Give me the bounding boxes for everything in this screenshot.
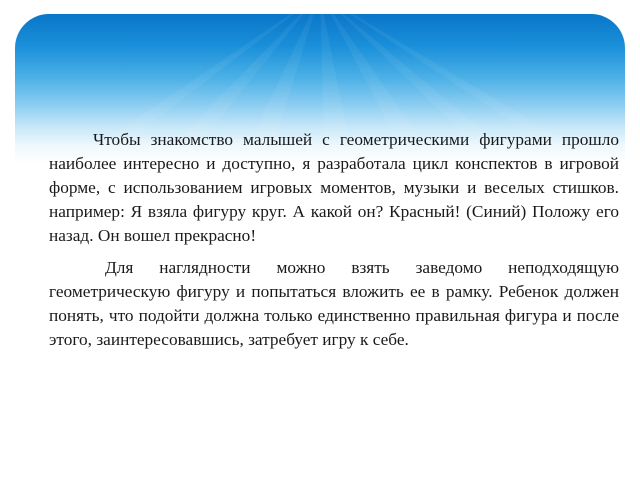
paragraph-2: Для наглядности можно взять заведомо неподходящую геометрическую фигуру и попытаться вложить ее в рамку. Ребенок должен понять, что подойти должна только единственно правильная фигура и после этого, заинтересовавшись, затребует игру к себе. <box>49 258 619 349</box>
content-panel <box>15 14 625 468</box>
paragraph-1: Чтобы знакомство малышей с геометрическими фигурами прошло наиболее интересно и доступно, я разработала цикл конспектов в игровой форме, с использованием игровых моментов, музыки и веселых стишков. например: Я взяла фигуру круг. А какой он? Красный! (Синий) Положу его назад. Он вошел прекрасно! <box>49 130 619 245</box>
text-block <box>49 128 619 352</box>
